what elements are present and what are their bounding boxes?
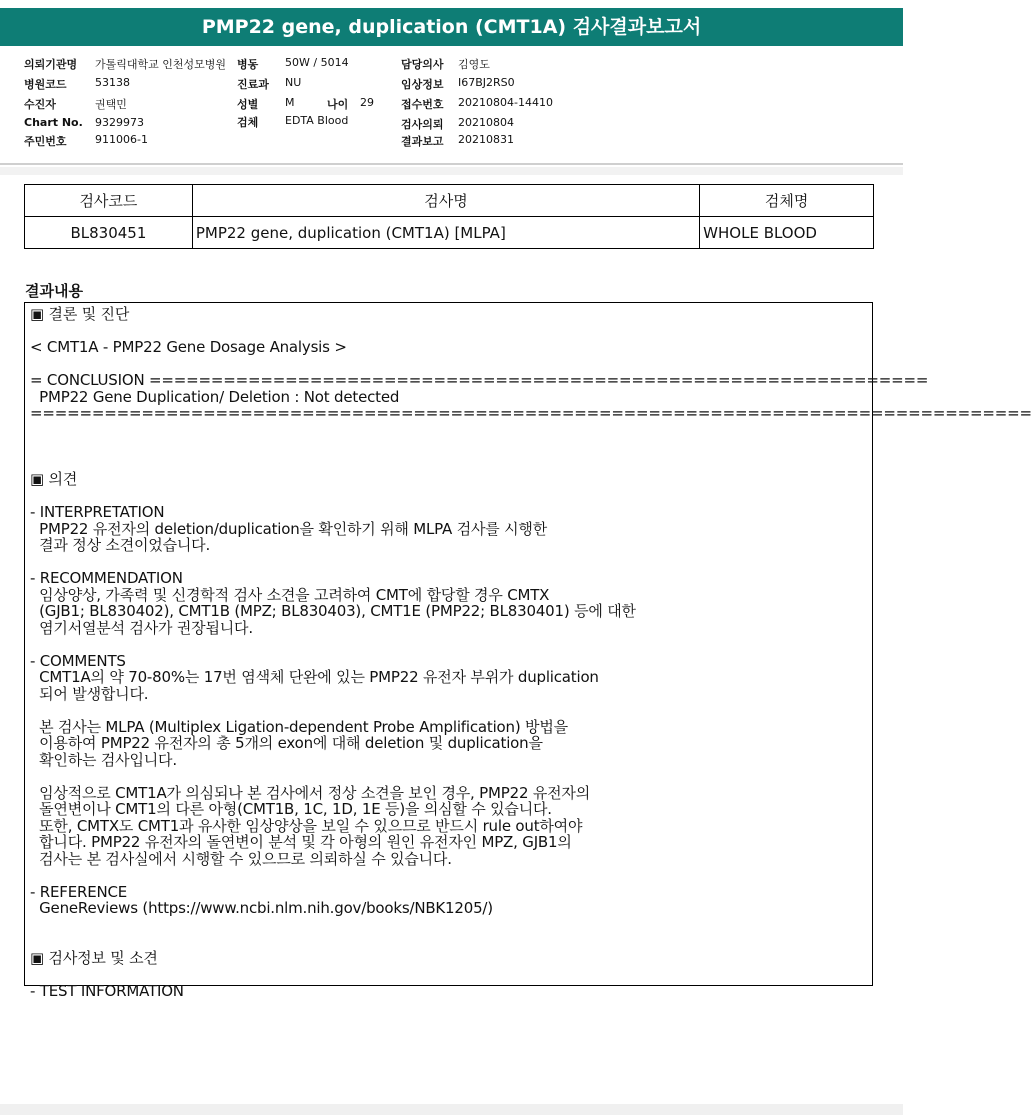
chart-no-label: Chart No. bbox=[24, 116, 83, 129]
sex-label: 성별 bbox=[237, 98, 259, 111]
patient-value: 권택민 bbox=[95, 98, 127, 111]
institution-label: 의뢰기관명 bbox=[24, 58, 78, 71]
cell-specimen-name: WHOLE BLOOD bbox=[700, 217, 874, 249]
report-date-value: 20210831 bbox=[458, 133, 514, 146]
dept-value: NU bbox=[285, 76, 302, 89]
cell-test-code: BL830451 bbox=[25, 217, 193, 249]
footer-band bbox=[0, 1104, 903, 1115]
patient-label: 수진자 bbox=[24, 98, 56, 111]
header-specimen-name: 검체명 bbox=[700, 185, 874, 217]
hospital-code-value: 53138 bbox=[95, 76, 130, 89]
separator bbox=[0, 163, 903, 165]
separator-band bbox=[0, 167, 903, 175]
dept-label: 진료과 bbox=[237, 78, 269, 91]
result-section-title: 결과내용 bbox=[25, 282, 83, 300]
result-text: ▣ 결론 및 진단 < CMT1A - PMP22 Gene Dosage Analysis > = CONCLUSION =============================================================== PMP22 Gene Duplication/ Deletion : Not detected ================================================================================= ▣ 의견 - INTERPRETATION PMP22 유전자의 deletion/duplication을 확인하기 위해 MLPA 검사를 시행한 결과 정상 소견이었습니다. - RECOMMENDATION 임상양상, 가족력 및 신경학적 검사 소견을 고려하여 CMT에 합당할 경우 CMTX (GJB1; BL830402), CMT1B (MPZ; BL830403), CMT1E (PMP22; BL830401) 등에 대한 염기서열분석 검사가 권장됩니다. - COMMENTS CMT1A의 약 70-80%는 17번 염색체 단완에 있는 PMP22 유전자 부위가 duplication 되어 발생합니다. 본 검사는 MLPA (Multiplex Ligation-dependent Probe Amplification) 방법을 이용하여 PMP22 유전자의 총 5개의 exon에 대해 deletion 및 duplication을 확인하는 검사입니다. 임상적으로 CMT1A가 의심되나 본 검사에서 정상 소견을 보인 경우, PMP22 유전자의 돌연변이나 CMT1의 다른 아형(CMT1B, 1C, 1D, 1E 등)을 의심할 수 있습니다. 또한, CMTX도 CMT1과 유사한 임상양상을 보일 수 있으므로 반드시 rule out하여야 합니다. PMP22 유전자의 돌연변이 분석 및 각 아형의 원인 유전자인 MPZ, GJB1의 검사는 본 검사실에서 시행할 수 있으므로 의뢰하실 수 있습니다. - REFERENCE GeneReviews (https://www.ncbi.nlm.nih.gov/books/NBK1205/) ▣ 검사정보 및 소견 - TEST INFORMATION bbox=[30, 305, 1032, 1000]
specimen-label: 검체 bbox=[237, 116, 259, 129]
clinical-value: I67BJ2RS0 bbox=[458, 76, 515, 89]
header-test-name: 검사명 bbox=[192, 185, 699, 217]
table-row bbox=[25, 217, 874, 249]
age-value: 29 bbox=[360, 96, 374, 109]
request-value: 20210804 bbox=[458, 116, 514, 129]
institution-value: 가톨릭대학교 인천성모병원 bbox=[95, 58, 227, 71]
sex-value: M bbox=[285, 96, 295, 109]
receipt-label: 접수번호 bbox=[401, 98, 444, 111]
doctor-label: 담당의사 bbox=[401, 58, 444, 71]
chart-no-value: 9329973 bbox=[95, 116, 144, 129]
id-label: 주민번호 bbox=[24, 135, 67, 148]
doctor-value: 김영도 bbox=[458, 58, 490, 71]
result-box[interactable] bbox=[24, 302, 1032, 1000]
age-label: 나이 bbox=[327, 98, 349, 111]
header-test-code: 검사코드 bbox=[25, 185, 193, 217]
ward-label: 병동 bbox=[237, 58, 259, 71]
receipt-value: 20210804-14410 bbox=[458, 96, 553, 109]
clinical-label: 임상정보 bbox=[401, 78, 444, 91]
specimen-value: EDTA Blood bbox=[285, 114, 349, 127]
report-date-label: 결과보고 bbox=[401, 135, 444, 148]
hospital-code-label: 병원코드 bbox=[24, 78, 67, 91]
report-title: PMP22 gene, duplication (CMT1A) 검사결과보고서 bbox=[0, 8, 903, 46]
id-value: 911006-1 bbox=[95, 133, 148, 146]
ward-value: 50W / 5014 bbox=[285, 56, 349, 69]
cell-test-name: PMP22 gene, duplication (CMT1A) [MLPA] bbox=[192, 217, 699, 249]
test-table bbox=[24, 184, 874, 249]
request-label: 검사의뢰 bbox=[401, 118, 444, 131]
patient-info bbox=[0, 56, 903, 156]
table-header-row bbox=[25, 185, 874, 217]
